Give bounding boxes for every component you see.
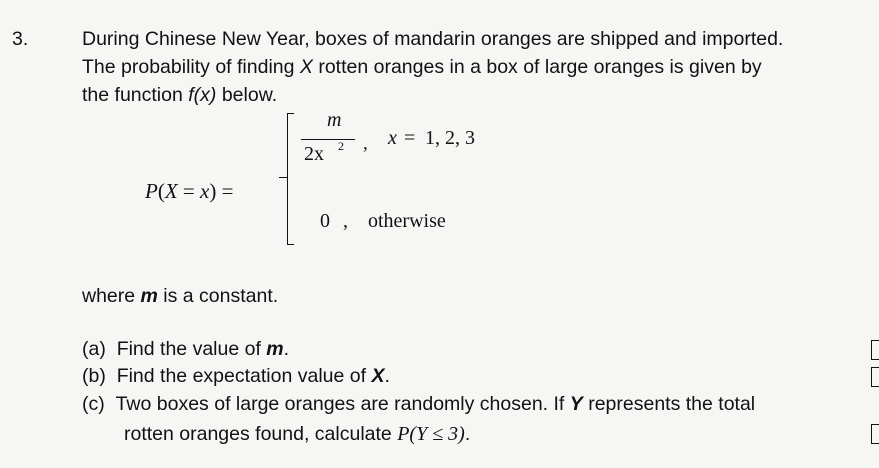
fraction-numerator: m	[327, 109, 342, 131]
part-b-pre: Find the expectation value of	[116, 365, 372, 387]
function-name: f(x)	[188, 84, 217, 106]
piecewise-brace-tick	[279, 177, 288, 178]
case1-values: 1, 2, 3	[425, 127, 475, 149]
case1-variable: x	[388, 127, 397, 149]
case2-comma: ,	[343, 210, 348, 232]
formula-lhs	[145, 181, 233, 202]
lhs-big-x: X	[164, 179, 178, 203]
part-a-label: (a)	[82, 338, 106, 360]
marks-bracket-c	[871, 424, 879, 444]
where-pre: where	[82, 285, 141, 307]
part-c-line-2-post: .	[464, 423, 471, 445]
variable-m: m	[140, 285, 158, 307]
question-line-2-pre: The probability of finding	[82, 56, 300, 78]
part-a-post: .	[283, 338, 290, 360]
fraction-exponent: 2	[338, 139, 344, 153]
question-line-3-pre: the function	[82, 84, 189, 106]
question-line-1: During Chinese New Year, boxes of mandarin oranges are shipped and imported.	[82, 28, 784, 50]
part-c-expression: P(Y ≤ 3)	[397, 423, 465, 445]
case2-otherwise: otherwise	[368, 210, 446, 232]
part-a-pre: Find the value of	[116, 338, 267, 360]
question-line-2-post: rotten oranges in a box of large oranges is given by	[312, 56, 762, 78]
question-line-3-post: below.	[216, 84, 278, 106]
variable-x: X	[299, 56, 313, 78]
where-post: is a constant.	[157, 285, 279, 307]
part-c-variable: Y	[569, 393, 583, 415]
lhs-open: (	[157, 179, 165, 203]
fraction-denominator: 2x	[304, 143, 324, 165]
lhs-close: ) =	[209, 179, 234, 203]
question-number: 3.	[12, 28, 29, 50]
part-b-post: .	[384, 365, 390, 387]
part-b-label: (b)	[82, 365, 106, 387]
question-line-2	[82, 58, 762, 78]
case1-equals: =	[404, 127, 416, 149]
question-line-3	[82, 86, 277, 106]
lhs-small-x: x	[200, 179, 210, 203]
piecewise-brace	[287, 113, 294, 245]
part-c-line-1	[82, 395, 755, 415]
part-b-variable: X	[371, 365, 385, 387]
fraction-bar	[301, 139, 355, 140]
marks-bracket-b	[871, 367, 879, 387]
part-a-variable: m	[266, 338, 284, 360]
part-b	[82, 367, 390, 387]
part-c-line-1-pre: Two boxes of large oranges are randomly chosen. If	[115, 393, 570, 415]
case1-comma: ,	[363, 133, 368, 154]
where-clause	[82, 287, 278, 307]
case2-value: 0	[320, 210, 330, 232]
part-c-line-2	[124, 424, 470, 445]
part-c-label: (c)	[82, 393, 105, 415]
lhs-p: P	[145, 179, 158, 203]
lhs-eq: =	[177, 179, 200, 203]
part-a	[82, 340, 289, 360]
marks-bracket-a	[871, 340, 879, 360]
part-c-line-1-post: represents the total	[582, 393, 756, 415]
part-c-line-2-pre: rotten oranges found, calculate	[124, 423, 398, 445]
